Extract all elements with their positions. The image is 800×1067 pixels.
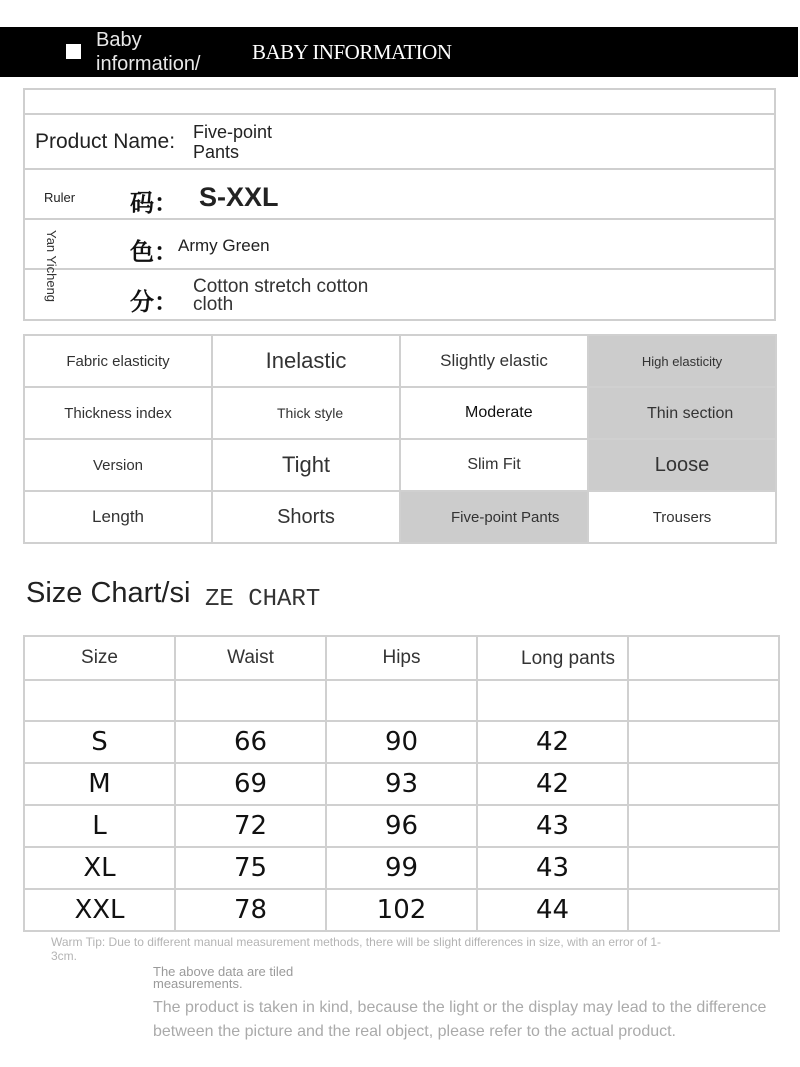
table-cell: 78 — [175, 889, 326, 931]
divider — [25, 218, 774, 220]
column-header: Long pants — [477, 636, 628, 680]
table-cell — [175, 680, 326, 721]
table-row — [24, 805, 779, 847]
attribute-option: Slightly elastic — [400, 335, 588, 387]
divider — [25, 168, 774, 170]
table-cell: 69 — [175, 763, 326, 805]
attribute-row — [24, 491, 776, 543]
table-cell: 75 — [175, 847, 326, 889]
attribute-row — [24, 335, 776, 387]
attribute-row — [24, 387, 776, 439]
header-bar — [0, 27, 798, 77]
attribute-row — [24, 439, 776, 491]
table-cell: 43 — [477, 805, 628, 847]
square-icon — [66, 44, 81, 59]
table-cell: 102 — [326, 889, 477, 931]
table-cell: 72 — [175, 805, 326, 847]
table-cell — [326, 680, 477, 721]
product-name-label: Product Name: — [35, 130, 176, 153]
table-header-row — [24, 636, 779, 680]
table-row — [24, 847, 779, 889]
attribute-grid — [23, 334, 777, 544]
attribute-option: Trousers — [588, 491, 776, 543]
size-char: 码： — [130, 189, 178, 217]
size-range-value: S-XXL — [199, 182, 279, 212]
table-cell: 90 — [326, 721, 477, 763]
attribute-option: Inelastic — [212, 335, 400, 387]
product-info-box — [23, 88, 776, 321]
table-cell — [628, 889, 779, 931]
column-header: Hips — [326, 636, 477, 680]
table-cell: 99 — [326, 847, 477, 889]
table-cell: 43 — [477, 847, 628, 889]
table-cell: XL — [24, 847, 175, 889]
table-cell: XXL — [24, 889, 175, 931]
table-cell: 96 — [326, 805, 477, 847]
table-row — [24, 763, 779, 805]
color-value: Army Green — [178, 236, 270, 255]
attribute-option: Shorts — [212, 491, 400, 543]
size-chart-title: Size Chart/si — [26, 577, 191, 609]
table-cell: L — [24, 805, 175, 847]
vertical-label: Yan Yicheng — [44, 230, 59, 303]
tiled-measurement-note: The above data are tiled measurements. — [153, 964, 294, 991]
table-cell — [628, 763, 779, 805]
table-cell: 93 — [326, 763, 477, 805]
divider — [25, 113, 774, 115]
attribute-label: Thickness index — [24, 387, 212, 439]
color-char: 色： — [130, 238, 178, 266]
table-cell: 42 — [477, 763, 628, 805]
table-row — [24, 721, 779, 763]
table-cell — [477, 680, 628, 721]
fabric-char: 分： — [130, 288, 178, 316]
attribute-label: Version — [24, 439, 212, 491]
fabric-value: Cotton stretch cotton cloth — [193, 276, 369, 315]
header-title: BABY INFORMATION — [252, 40, 452, 64]
table-cell — [628, 805, 779, 847]
table-row-empty — [24, 680, 779, 721]
warm-tip-note: Warm Tip: Due to different manual measurement methods, there will be slight differences in size, with an error of 1-3cm. — [51, 935, 662, 963]
table-cell: 44 — [477, 889, 628, 931]
attribute-option: Moderate — [400, 387, 588, 439]
table-cell: 42 — [477, 721, 628, 763]
table-cell — [628, 847, 779, 889]
size-chart-title-caps: ZE CHART — [205, 586, 321, 613]
table-row — [24, 889, 779, 931]
attribute-option: Tight — [212, 439, 400, 491]
table-cell — [628, 680, 779, 721]
attribute-label: Fabric elasticity — [24, 335, 212, 387]
table-cell — [628, 721, 779, 763]
column-header — [628, 636, 779, 680]
size-table — [23, 635, 780, 932]
product-name-value: Five-point Pants — [193, 122, 273, 162]
header-label: Baby information/ — [96, 29, 201, 75]
attribute-option-selected: Five-point Pants — [400, 491, 588, 543]
ruler-label: Ruler — [44, 190, 76, 205]
attribute-option: Slim Fit — [400, 439, 588, 491]
attribute-option-selected: Thin section — [588, 387, 776, 439]
column-header: Size — [24, 636, 175, 680]
attribute-option-selected: High elasticity — [588, 335, 776, 387]
table-cell: 66 — [175, 721, 326, 763]
divider — [25, 268, 774, 270]
table-cell: S — [24, 721, 175, 763]
table-cell: M — [24, 763, 175, 805]
attribute-option: Thick style — [212, 387, 400, 439]
table-cell — [24, 680, 175, 721]
disclaimer-note: The product is taken in kind, because the light or the display may lead to the difference between the picture and the real object, please refer to the actual product. — [153, 999, 767, 1040]
column-header: Waist — [175, 636, 326, 680]
attribute-option-selected: Loose — [588, 439, 776, 491]
attribute-label: Length — [24, 491, 212, 543]
